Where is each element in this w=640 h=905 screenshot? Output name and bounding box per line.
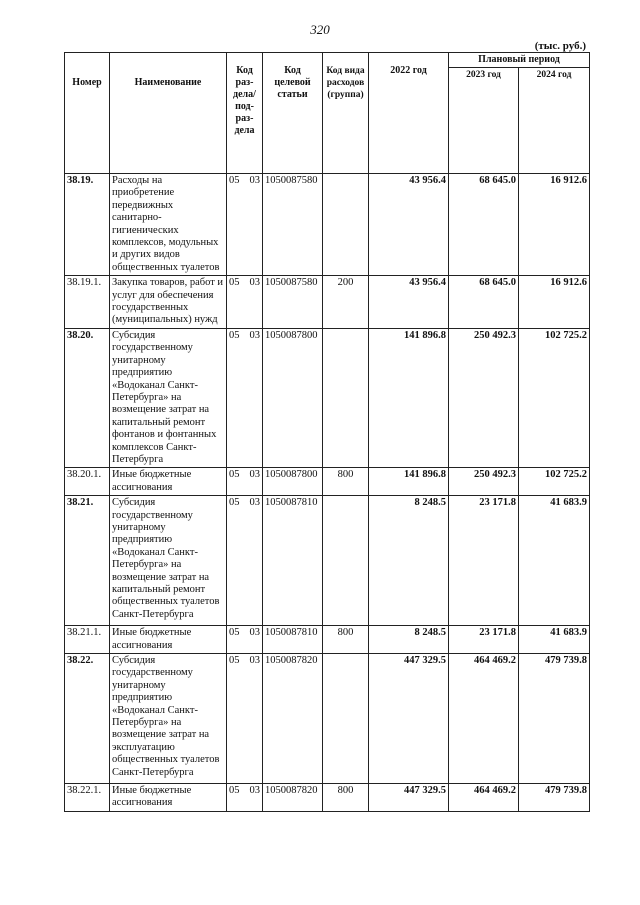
row-section: [227, 174, 263, 276]
budget-table: [64, 52, 590, 812]
row-subsection-code: 03: [249, 654, 260, 666]
row-2024: 479 739.8: [519, 783, 590, 811]
row-2023: 250 492.3: [449, 328, 519, 467]
row-target: 1050087810: [263, 626, 323, 654]
row-2023: 464 469.2: [449, 783, 519, 811]
row-number: 38.20.: [65, 328, 110, 467]
row-section: [227, 783, 263, 811]
row-2024: 102 725.2: [519, 328, 590, 467]
row-2024: 479 739.8: [519, 653, 590, 783]
row-2023: 464 469.2: [449, 653, 519, 783]
row-expense: [323, 496, 369, 626]
row-2023: 23 171.8: [449, 496, 519, 626]
header-2024: 2024 год: [519, 68, 590, 174]
row-section-code: 05: [229, 654, 240, 666]
row-2024: 102 725.2: [519, 468, 590, 496]
row-name: Закупка товаров, работ и услуг для обеспечения государственных (муниципальных) нужд: [110, 276, 227, 329]
table-row: [65, 276, 590, 329]
header-number: Номер: [65, 53, 110, 174]
row-expense: [323, 328, 369, 467]
header-target: Код целевой статьи: [263, 53, 323, 174]
header-expense: Код вида расходов (группа): [323, 53, 369, 174]
table-row: [65, 328, 590, 467]
row-name: Субсидия государственному унитарному предприятию «Водоканал Санкт-Петербурга» на возмещение затрат на эксплуатацию общественных туалетов Санкт-Петербурга: [110, 653, 227, 783]
row-expense: 800: [323, 626, 369, 654]
row-number: 38.21.: [65, 496, 110, 626]
row-2022: 8 248.5: [369, 496, 449, 626]
row-section: [227, 328, 263, 467]
units-label: (тыс. руб.): [534, 40, 586, 52]
row-2022: 447 329.5: [369, 783, 449, 811]
header-2023: 2023 год: [449, 68, 519, 174]
row-name: Иные бюджетные ассигнования: [110, 468, 227, 496]
row-target: 1050087810: [263, 496, 323, 626]
row-section-code: 05: [229, 784, 240, 796]
table-row: [65, 468, 590, 496]
row-target: 1050087800: [263, 468, 323, 496]
row-2023: 68 645.0: [449, 174, 519, 276]
row-section: [227, 468, 263, 496]
row-2023: 68 645.0: [449, 276, 519, 329]
row-section-code: 05: [229, 627, 240, 639]
row-number: 38.20.1.: [65, 468, 110, 496]
row-section: [227, 496, 263, 626]
row-expense: [323, 653, 369, 783]
row-number: 38.22.: [65, 653, 110, 783]
header-name: Наименование: [110, 53, 227, 174]
row-section: [227, 276, 263, 329]
row-expense: 800: [323, 468, 369, 496]
table-row: [65, 653, 590, 783]
row-subsection-code: 03: [249, 175, 260, 186]
row-section-code: 05: [229, 277, 240, 289]
row-section-code: 05: [229, 175, 240, 186]
header-planned: Плановый период: [449, 53, 590, 68]
row-expense: 800: [323, 783, 369, 811]
row-number: 38.22.1.: [65, 783, 110, 811]
row-2024: 41 683.9: [519, 496, 590, 626]
row-target: 1050087800: [263, 328, 323, 467]
row-2024: 16 912.6: [519, 276, 590, 329]
row-name: Иные бюджетные ассигнования: [110, 783, 227, 811]
header-section: Код раз-дела/ под-раз-дела: [227, 53, 263, 174]
row-subsection-code: 03: [249, 497, 260, 509]
row-2022: 43 956.4: [369, 174, 449, 276]
row-2023: 250 492.3: [449, 468, 519, 496]
row-name: Субсидия государственному унитарному предприятию «Водоканал Санкт-Петербурга» на возмещение затрат на капитальный ремонт фонтанов и фонтанных комплексов Санкт-Петербурга: [110, 328, 227, 467]
row-number: 38.19.: [65, 174, 110, 276]
header-2022: 2022 год: [369, 53, 449, 174]
row-subsection-code: 03: [249, 329, 260, 341]
table-row: [65, 783, 590, 811]
row-2024: 16 912.6: [519, 174, 590, 276]
row-section-code: 05: [229, 497, 240, 509]
row-subsection-code: 03: [249, 469, 260, 481]
table-row: [65, 626, 590, 654]
row-section-code: 05: [229, 329, 240, 341]
row-expense: [323, 174, 369, 276]
row-subsection-code: 03: [249, 784, 260, 796]
row-target: 1050087580: [263, 276, 323, 329]
row-section: [227, 626, 263, 654]
page-number: 320: [310, 22, 330, 37]
row-name: Расходы на приобретение передвижных санитарно-гигиенических комплексов, модульных и других видов общественных туалетов: [110, 174, 227, 276]
row-number: 38.21.1.: [65, 626, 110, 654]
row-section: [227, 653, 263, 783]
row-target: 1050087820: [263, 653, 323, 783]
row-2022: 447 329.5: [369, 653, 449, 783]
row-subsection-code: 03: [249, 277, 260, 289]
row-2022: 43 956.4: [369, 276, 449, 329]
row-expense: 200: [323, 276, 369, 329]
row-2023: 23 171.8: [449, 626, 519, 654]
row-2024: 41 683.9: [519, 626, 590, 654]
row-target: 1050087820: [263, 783, 323, 811]
table-row: [65, 496, 590, 626]
row-name: Субсидия государственному унитарному предприятию «Водоканал Санкт-Петербурга» на возмещение затрат на капитальный ремонт общественных туалетов Санкт-Петербурга: [110, 496, 227, 626]
row-2022: 141 896.8: [369, 468, 449, 496]
row-subsection-code: 03: [249, 627, 260, 639]
row-name: Иные бюджетные ассигнования: [110, 626, 227, 654]
row-section-code: 05: [229, 469, 240, 481]
table-row: [65, 174, 590, 276]
row-number: 38.19.1.: [65, 276, 110, 329]
row-2022: 141 896.8: [369, 328, 449, 467]
row-2022: 8 248.5: [369, 626, 449, 654]
row-target: 1050087580: [263, 174, 323, 276]
